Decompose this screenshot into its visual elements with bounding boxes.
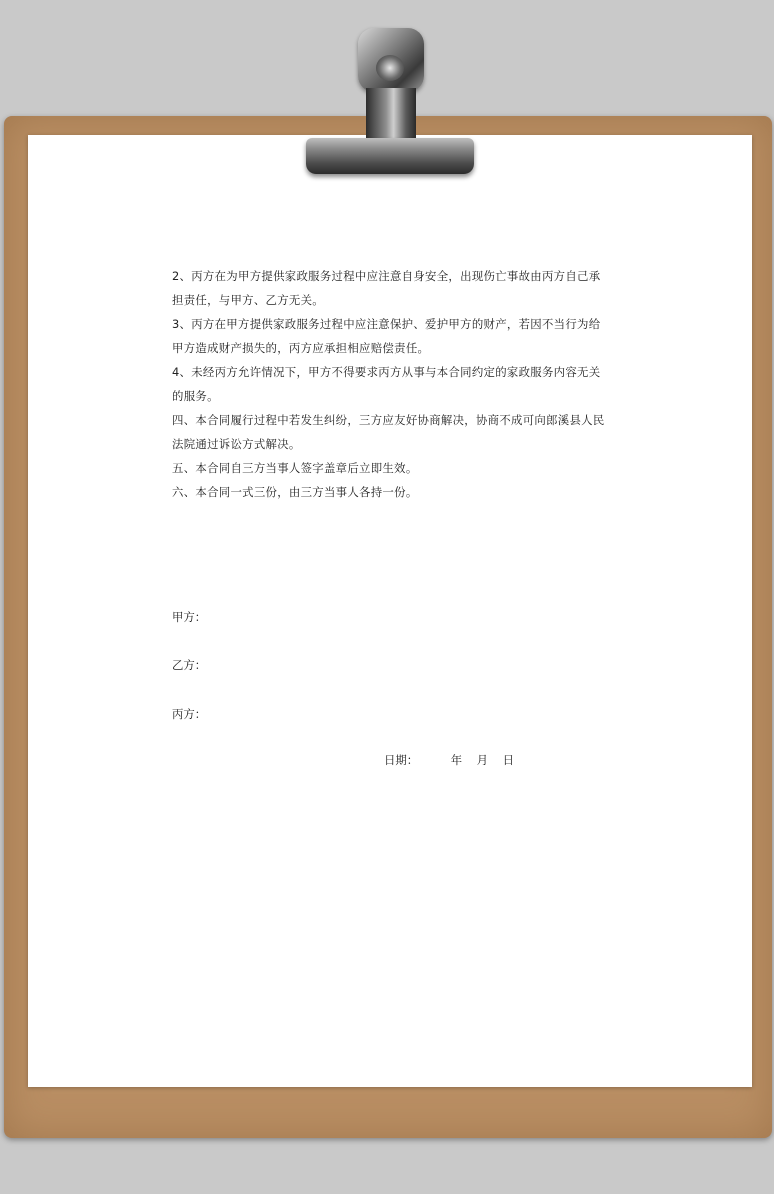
clip-stem-icon	[366, 88, 416, 142]
clause-paragraph: 六、本合同一式三份，由三方当事人各持一份。	[172, 485, 418, 499]
signature-party-a: 甲方：	[172, 610, 207, 624]
contract-body	[172, 264, 612, 504]
date-day: 日	[502, 753, 514, 767]
clause-paragraph: 2、丙方在为甲方提供家政服务过程中应注意自身安全，出现伤亡事故由丙方自己承担责任，与甲方、乙方无关。	[172, 269, 601, 307]
date-label: 日期：	[384, 753, 419, 767]
date-year: 年	[450, 753, 463, 767]
clause-paragraph: 四、本合同履行过程中若发生纠纷，三方应友好协商解决，协商不成可向郎溪县人民法院通过诉讼方式解决。	[172, 413, 605, 451]
date-line	[384, 752, 514, 768]
date-month: 月	[476, 753, 489, 767]
clip-base-icon	[306, 138, 474, 174]
signature-party-c: 丙方：	[172, 707, 207, 721]
clause-paragraph: 五、本合同自三方当事人签字盖章后立即生效。	[172, 461, 418, 475]
signature-party-b: 乙方：	[172, 658, 207, 672]
clause-paragraph: 4、未经丙方允许情况下，甲方不得要求丙方从事与本合同约定的家政服务内容无关的服务。	[172, 365, 601, 403]
clause-paragraph: 3、丙方在甲方提供家政服务过程中应注意保护、爱护甲方的财产，若因不当行为给甲方造成财产损失的，丙方应承担相应赔偿责任。	[172, 317, 601, 355]
clip-hole-icon	[376, 55, 404, 81]
